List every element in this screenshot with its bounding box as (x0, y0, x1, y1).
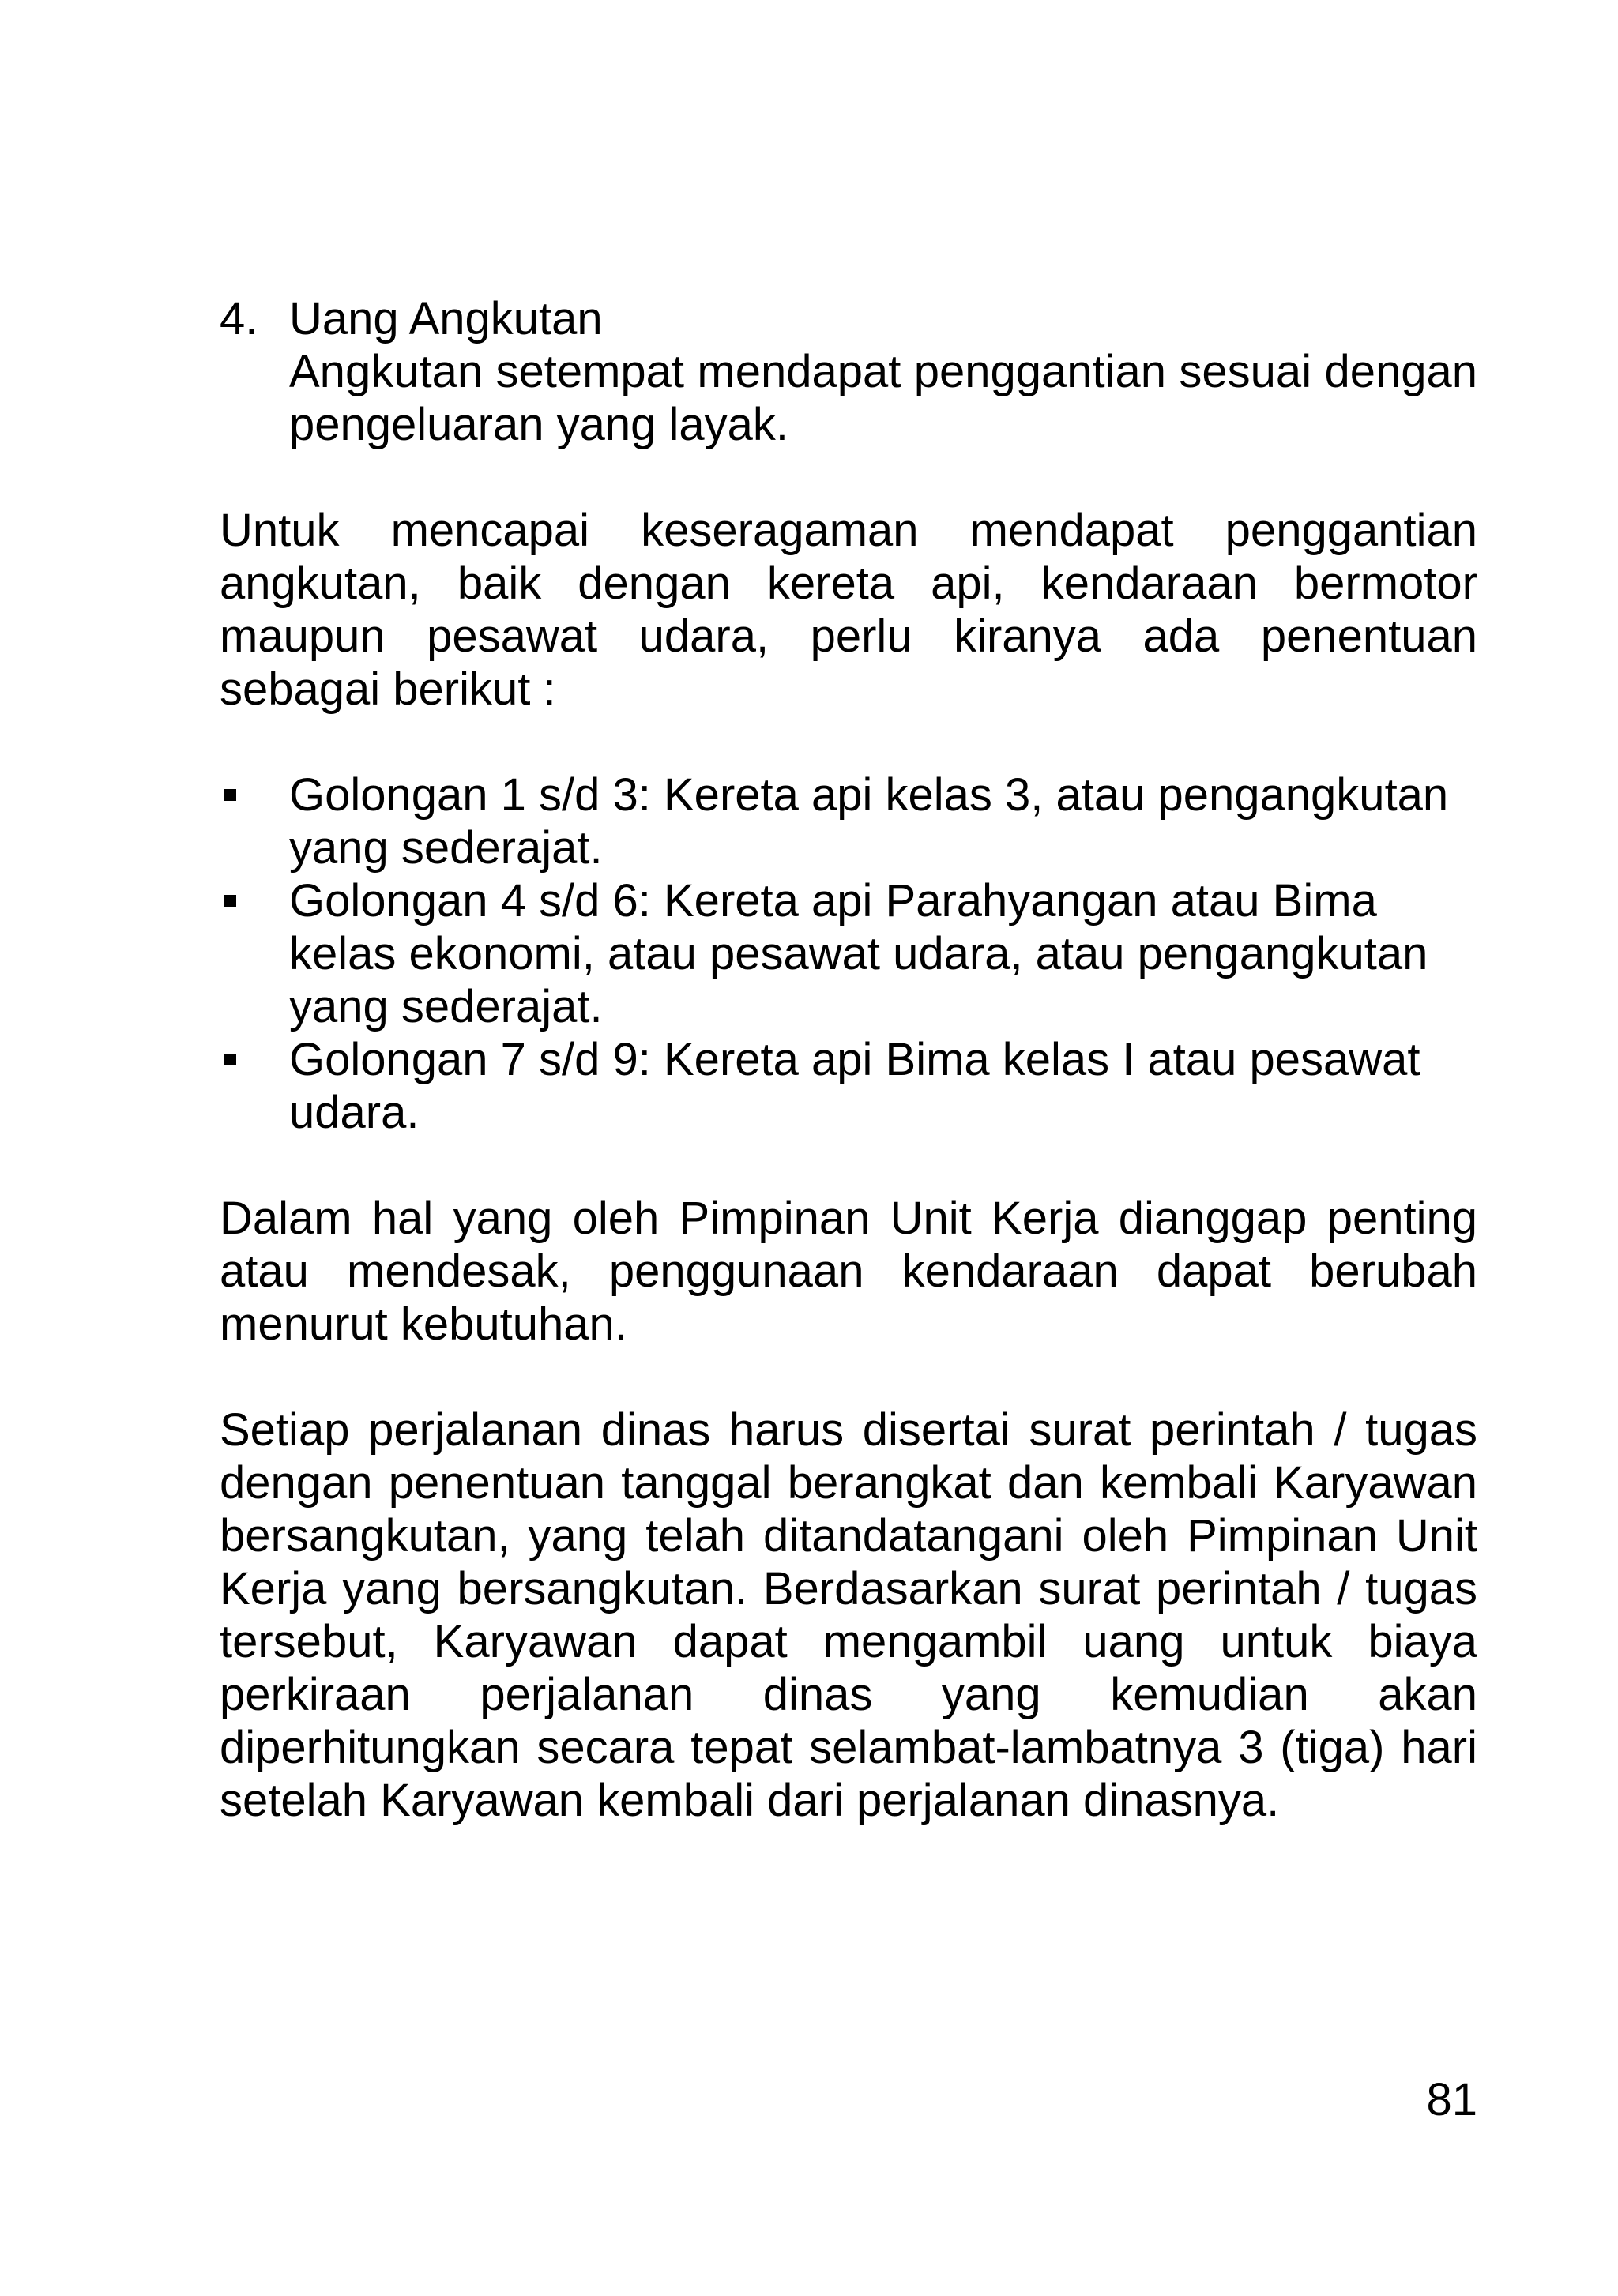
square-bullet-icon (220, 768, 289, 874)
item-number: 4. (220, 293, 258, 344)
page-number: 81 (1426, 2074, 1477, 2125)
list-item-text: Golongan 4 s/d 6: Kereta api Parahyangan atau Bima kelas ekonomi, atau pesawat udara, atau pengangkutan yang sederajat. (289, 875, 1428, 1032)
list-item-text: Golongan 7 s/d 9: Kereta api Bima kelas I atau pesawat udara. (289, 1034, 1420, 1138)
square-bullet-icon (220, 1033, 289, 1139)
numbered-item (220, 292, 1477, 451)
square-bullet-icon (220, 874, 289, 1033)
item-body-text: Angkutan setempat mendapat penggantian sesuai dengan pengeluaran yang layak. (289, 346, 1477, 450)
order-paragraph: Setiap perjalanan dinas harus disertai surat perintah / tugas dengan penentuan tanggal berangkat dan kembali Karyawan bersangkutan, yang telah ditandatangani oleh Pimpinan Unit Kerja yang bersangkutan. Berdasarkan surat perintah / tugas tersebut, Karyawan dapat mengambil uang untuk biaya perkiraan perjalanan dinas yang kemudian akan diperhitungkan secara tepat selambat-lambatnya 3 (tiga) hari setelah Karyawan kembali dari perjalanan dinasnya. (220, 1404, 1477, 1826)
list-item (220, 768, 1465, 874)
page-content (220, 292, 1477, 1827)
item-heading: Uang Angkutan (289, 293, 603, 344)
item-content (289, 292, 1477, 451)
list-item (220, 1033, 1465, 1139)
urgent-paragraph: Dalam hal yang oleh Pimpinan Unit Kerja dianggap penting atau mendesak, penggunaan kendaraan dapat berubah menurut kebutuhan. (220, 1193, 1477, 1350)
intro-paragraph: Untuk mencapai keseragaman mendapat penggantian angkutan, baik dengan kereta api, kendaraan bermotor maupun pesawat udara, perlu kiranya ada penentuan sebagai berikut : (220, 505, 1477, 715)
bullet-list (220, 768, 1477, 1139)
list-item-text: Golongan 1 s/d 3: Kereta api kelas 3, atau pengangkutan yang sederajat. (289, 769, 1449, 874)
list-item (220, 874, 1465, 1033)
